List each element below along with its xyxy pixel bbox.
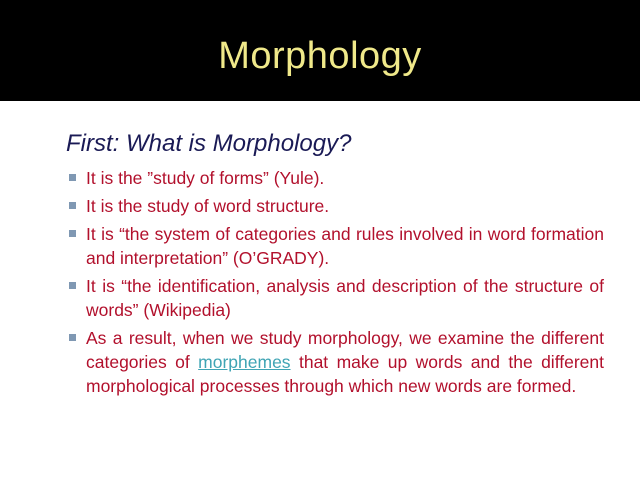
square-bullet-icon [69,202,76,209]
bullet-text: It is the study of word structure. [86,196,330,216]
bullet-text: It is the ”study of forms” (Yule). [86,168,325,188]
list-item [66,222,604,270]
list-item [66,166,604,190]
list-item [66,194,604,218]
square-bullet-icon [69,282,76,289]
list-item [66,326,604,398]
bullet-text: It is “the identification, analysis and description of the structure of words” (Wikipedia) [86,276,604,320]
square-bullet-icon [69,174,76,181]
list-item [66,274,604,322]
bullet-text-after-link: that make up words and the different morphological processes through which new words are formed. [86,352,604,396]
slide-title: Morphology [218,35,422,77]
morphemes-link[interactable]: morphemes [198,352,291,372]
title-band [0,0,640,101]
bullet-list [66,166,604,398]
slide-content [66,128,604,402]
bullet-text-before-link: As a result, when we study morphology, we examine the different categories of [86,328,604,372]
square-bullet-icon [69,334,76,341]
bullet-text: It is “the system of categories and rules involved in word formation and interpretation” (O’GRADY). [86,224,604,268]
square-bullet-icon [69,230,76,237]
slide-subtitle: First: What is Morphology? [66,130,352,157]
